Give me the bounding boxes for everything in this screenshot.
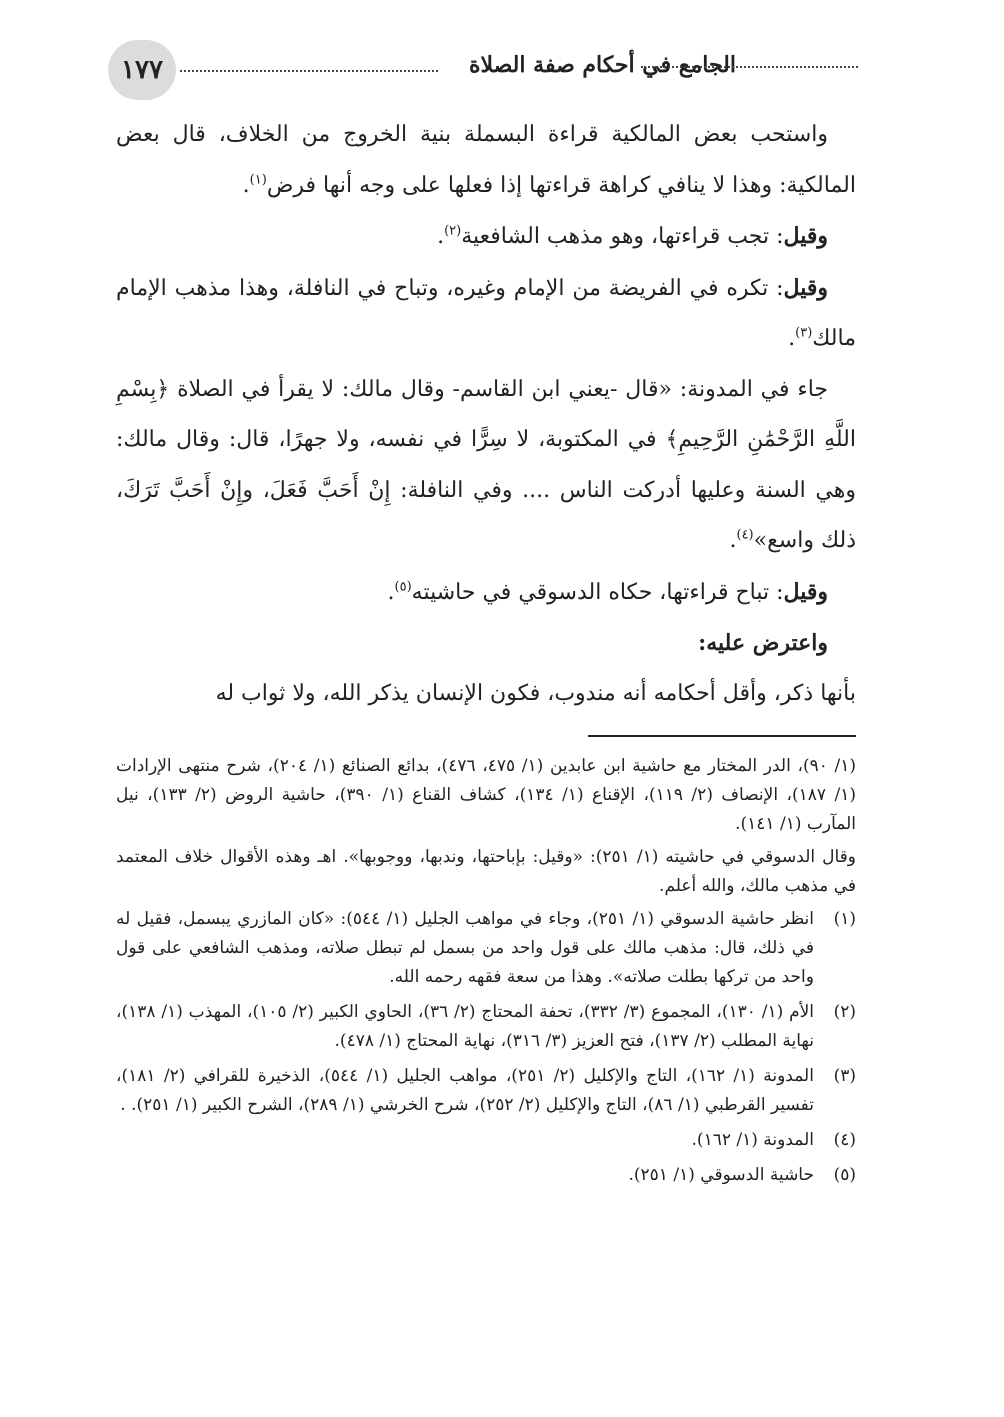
opinion-label: وقيل bbox=[783, 578, 828, 605]
paragraph-text: : تباح قراءتها، حكاه الدسوقي في حاشيته bbox=[411, 579, 784, 605]
footnotes bbox=[116, 752, 856, 1196]
footnote-text: المدونة (١/ ١٦٢). bbox=[691, 1130, 814, 1150]
page-header bbox=[108, 40, 858, 100]
paragraph: بأنها ذكر، وأقل أحكامه أنه مندوب، فكون الإنسان يذكر الله، ولا ثواب له bbox=[215, 680, 856, 706]
opinion-label: وقيل bbox=[783, 223, 828, 249]
footnote-ref: (٢) bbox=[444, 223, 462, 239]
footnote-text: حاشية الدسوقي (١/ ٢٥١). bbox=[628, 1165, 814, 1185]
footnote-separator bbox=[588, 735, 856, 737]
running-title: الجامع في أحكام صفة الصلاة bbox=[468, 52, 736, 78]
opinion-label: وقيل bbox=[783, 274, 828, 301]
footnote-item bbox=[116, 1062, 856, 1120]
footnote-item bbox=[116, 1126, 856, 1155]
footnote-text: انظر حاشية الدسوقي (١/ ٢٥١)، وجاء في مواهب الجليل (١/ ٥٤٤): «كان المازري يبسمل، فقيل له في ذلك، قال: مذهب مالك على قول واحد من بسمل لم تبطل صلاته، ومذهب الشافعي على قول واحد من تركها بطلت صلاته». وهذا من سعة فقهه رحمه الله. bbox=[116, 909, 815, 987]
footnote-continuation: وقال الدسوقي في حاشيته (١/ ٢٥١): «وقيل: بإباحتها، وندبها، ووجوبها». اهـ وهذه الأقوال خلاف المعتمد في مذهب مالك، والله أعلم. bbox=[116, 847, 856, 896]
footnote-ref: (٥) bbox=[394, 579, 412, 595]
paragraph-text: : تجب قراءتها، وهو مذهب الشافعية bbox=[461, 224, 784, 249]
footnote-text: الأم (١/ ١٣٠)، المجموع (٣/ ٣٣٢)، تحفة المحتاج (٢/ ٣٦)، الحاوي الكبير (٢/ ١٠٥)، المهذب (١/ ١٣٨)، نهاية المطلب (٢/ ١٣٧)، فتح العزيز (٣/ ٣١٦)، نهاية المحتاج (١/ ٤٧٨). bbox=[116, 1002, 815, 1051]
page-number: ١٧٧ bbox=[108, 40, 176, 100]
footnote-ref: (٣) bbox=[795, 325, 813, 341]
footnote-number: (٤) bbox=[833, 1130, 856, 1150]
footnote-ref: (١) bbox=[249, 172, 267, 188]
paragraph: وقيل: تجب قراءتها، وهو مذهب الشافعية$^{(٢)}$. bbox=[437, 223, 828, 249]
paragraph: وقيل: تكره في الفريضة من الإمام وغيره، وتباح في النافلة، وهذا مذهب الإمام مالك$^{(٣)}$. bbox=[116, 274, 856, 351]
header-dotted-rule bbox=[180, 70, 438, 72]
paragraph-text: : تكره في الفريضة من الإمام وغيره، وتباح في النافلة، وهذا مذهب الإمام مالك bbox=[116, 275, 856, 351]
paragraph: جاء في المدونة: «قال -يعني ابن القاسم- وقال مالك: لا يقرأ في الصلاة ﴿بِسْمِ اللَّهِ الرَّحْمَٰنِ الرَّحِيمِ﴾ في المكتوبة، لا سِرًّا في نفسه، ولا جهرًا، قال: وقال مالك: وهي السنة وعليها أدركت الناس .... وفي النافلة: إِنْ أَحَبَّ فَعَلَ، وإِنْ أَحَبَّ تَرَكَ، ذلك واسع»$^{(٤)}$. bbox=[116, 376, 856, 553]
footnote-item bbox=[116, 905, 856, 992]
footnote-number: (٢) bbox=[833, 1002, 856, 1022]
footnote-number: (٥) bbox=[833, 1165, 856, 1185]
footnote-item bbox=[116, 1161, 856, 1190]
footnote-continuation: (١/ ٩٠)، الدر المختار مع حاشية ابن عابدين (١/ ٤٧٥، ٤٧٦)، بدائع الصنائع (١/ ٢٠٤)، شرح منتهى الإرادات (١/ ١٨٧)، الإنصاف (٢/ ١١٩)، الإقناع (١/ ١٣٤)، كشاف القناع (١/ ٣٩٠)، حاشية الروض (٢/ ١٣٣)، نيل المآرب (١/ ١٤١). bbox=[116, 756, 857, 834]
footnote-item bbox=[116, 998, 856, 1056]
paragraph: وقيل: تباح قراءتها، حكاه الدسوقي في حاشيته$^{(٥)}$. bbox=[387, 578, 828, 605]
paragraph: واستحب بعض المالكية قراءة البسملة بنية الخروج من الخلاف، قال بعض المالكية: وهذا لا ينافي كراهة قراءتها إذا فعلها على وجه أنها فرض$^{(١)}$. bbox=[116, 122, 856, 198]
footnote-text: المدونة (١/ ١٦٢)، التاج والإكليل (٢/ ٢٥١)، مواهب الجليل (١/ ٥٤٤)، الذخيرة للقرافي (٢/ ١٨١)، تفسير القرطبي (١/ ٨٦)، التاج والإكليل (٢/ ٢٥٢)، شرح الخرشي (١/ ٢٨٩)، الشرح الكبير (١/ ٢٥١). . bbox=[116, 1066, 814, 1115]
paragraph-text: جاء في المدونة: «قال -يعني ابن القاسم- وقال مالك: لا يقرأ في الصلاة ﴿بِسْمِ اللَّهِ الرَّحْمَٰنِ الرَّحِيمِ﴾ في المكتوبة، لا سِرًّا في نفسه، ولا جهرًا، قال: وقال مالك: وهي السنة وعليها أدركت الناس .... وفي النافلة: إِنْ أَحَبَّ فَعَلَ، وإِنْ أَحَبَّ تَرَكَ، ذلك واسع» bbox=[116, 376, 856, 553]
footnote-number: (٣) bbox=[833, 1066, 856, 1086]
footnote-number: (١) bbox=[833, 909, 856, 929]
paragraph-text: واستحب بعض المالكية قراءة البسملة بنية الخروج من الخلاف، قال بعض المالكية: وهذا لا ينافي كراهة قراءتها إذا فعلها على وجه أنها فرض bbox=[116, 122, 856, 198]
main-text bbox=[116, 110, 856, 719]
header-dotted-rule bbox=[641, 66, 858, 68]
footnote-ref: (٤) bbox=[736, 527, 754, 543]
section-heading: واعترض عليه: bbox=[698, 630, 828, 656]
